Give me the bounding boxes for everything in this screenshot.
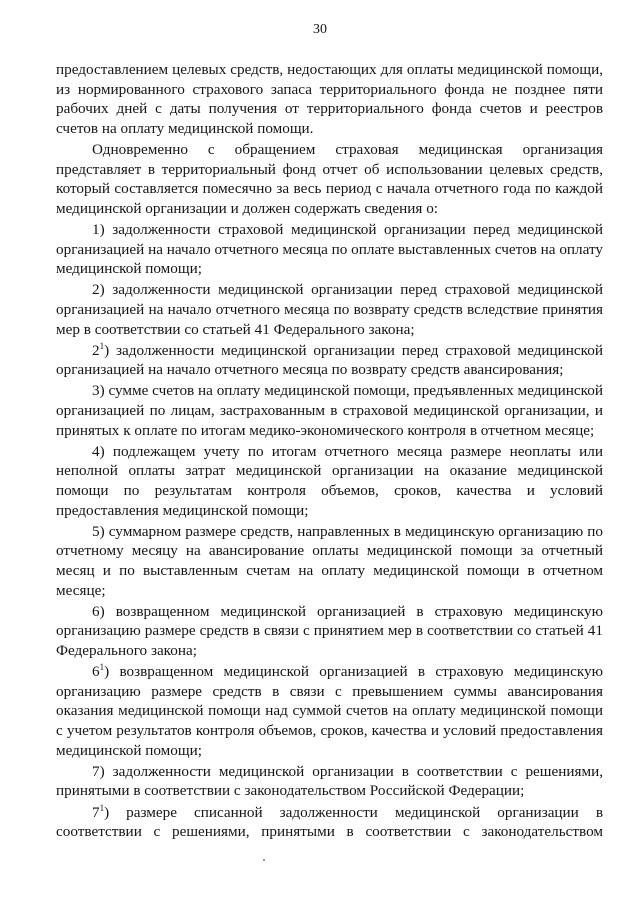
list-item-number: 2): [92, 281, 105, 299]
list-item-number: 4): [92, 442, 105, 460]
list-item-text: ) задолженности медицинской организации перед страховой медицинской организацией на начало отчетного месяца по возврату средств авансирования;: [56, 341, 603, 379]
list-item-text: возвращенном медицинской организацией в страховую медицинскую организацию размере средств в связи с принятием мер в соответствии со статьей 41 Федерального закона;: [56, 602, 603, 659]
list-item-6-1: [56, 662, 603, 760]
list-item-number: 2: [92, 341, 100, 359]
list-item-text: сумме счетов на оплату медицинской помощи, предъявленных медицинской организацией по лицам, застрахованным в страховой медицинской организации, и принятых к оплате по итогам медико-экономического контроля в отчетном месяце;: [56, 382, 603, 439]
list-item-number: 1): [92, 220, 105, 238]
list-item-text: ) размере списанной задолженности медицинской организации в соответствии с решениями, принятыми в соответствии с законодательством: [56, 803, 603, 841]
list-item-text: задолженности страховой медицинской организации перед медицинской организацией на начало отчетного месяца по оплате выставленных счетов на оплату медицинской помощи;: [56, 220, 603, 278]
paragraph-continuation: [56, 60, 603, 138]
page-number: 30: [313, 22, 327, 37]
list-item-number: 6: [92, 663, 100, 681]
list-item-2-1: [56, 341, 603, 380]
list-item-7: [56, 762, 603, 801]
list-item-3: [56, 381, 603, 440]
list-item-1: [56, 220, 603, 279]
list-item-superscript: 1: [99, 662, 105, 673]
list-item-text: задолженности медицинской организации перед страховой медицинской организацией на начало отчетного месяца по возврату средств вследствие принятия мер в соответствии со статьей 41 Федерального закона;: [56, 281, 603, 338]
list-item-7-1: [56, 803, 603, 842]
document-body: [56, 60, 603, 843]
list-item-4: [56, 442, 603, 520]
list-item-text: задолженности медицинской организации в соответствии с решениями, принятыми в соответствии с законодательством Российской Федерации;: [56, 762, 603, 800]
list-item-number: 7): [92, 762, 105, 780]
list-item-6: [56, 602, 603, 661]
list-item-number: 7: [92, 803, 100, 821]
list-item-superscript: 1: [99, 340, 105, 351]
paragraph-intro: [56, 140, 603, 218]
paragraph-text: Одновременно с обращением страховая медицинская организация представляет в территориальный фонд отчет об использовании целевых средств, который составляется помесячно за весь период с начала отчетного года по каждой медицинской организации и должен содержать сведения о:: [56, 140, 603, 217]
list-item-number: 3): [92, 382, 105, 400]
list-item-2: [56, 280, 603, 339]
list-item-text: подлежащем учету по итогам отчетного месяца размере неоплаты или неполной оплаты затрат медицинской организации на оказание медицинской помощи по результатам контроля объемов, сроков, качества и условий предоставления медицинской помощи;: [56, 442, 603, 519]
list-item-text: ) возвращенном медицинской организацией в страховую медицинскую организацию размере средств в связи с превышением суммы авансирования оказания медицинской помощи над суммой счетов на оплату медицинской помощи с учетом результатов контроля объемов, сроков, качества и условий предоставления медицинской помощи;: [56, 663, 603, 759]
paragraph-text: предоставлением целевых средств, недостающих для оплаты медицинской помощи, из нормированного страхового запаса территориального фонда не позднее пяти рабочих дней с даты получения от территориального фонда счетов и реестров счетов на оплату медицинской помощи.: [56, 61, 603, 137]
list-item-5: [56, 522, 603, 600]
list-item-number: 5): [92, 522, 105, 540]
list-item-number: 6): [92, 602, 105, 620]
list-item-text: суммарном размере средств, направленных в медицинскую организацию по отчетному месяцу на авансирование оплаты медицинской помощи за отчетный месяц и по выставленным счетам на оплату медицинской помощи в отчетном месяце;: [56, 522, 603, 599]
scan-dot: [263, 859, 265, 861]
list-item-superscript: 1: [99, 802, 105, 813]
